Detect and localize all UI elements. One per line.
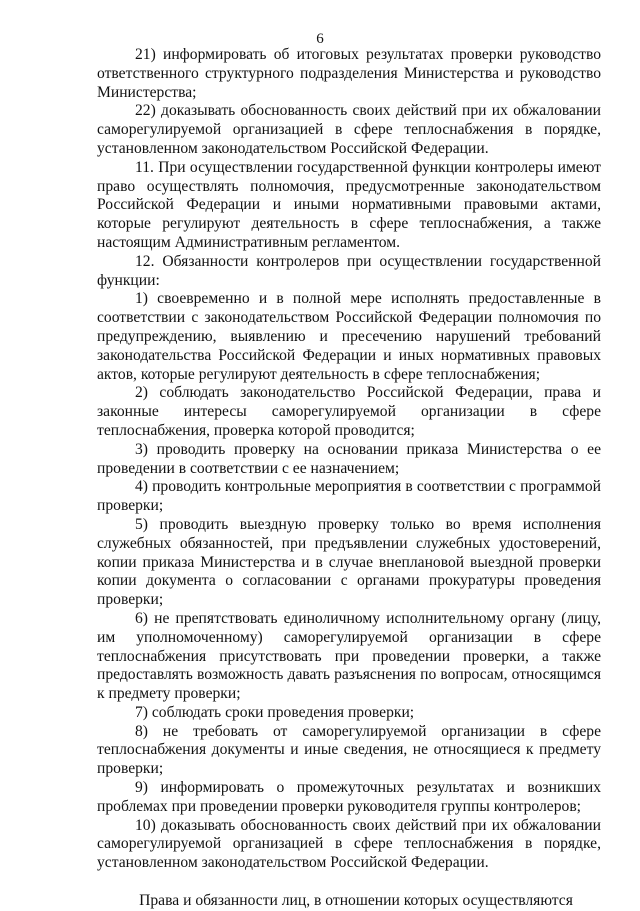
- paragraph-duty-10: 10) доказывать обоснованность своих действий при их обжаловании саморегулируемой организацией в сфере теплоснабжения в порядке, установленном законодательством Российской Федерации.: [97, 816, 601, 872]
- paragraph-duty-5: 5) проводить выездную проверку только во время исполнения служебных обязанностей, при предъявлении служебных удостоверений, копии приказа Министерства и в случае внеплановой выездной проверки копии документа о согласовании с органами прокуратуры проведения проверки;: [97, 515, 601, 609]
- paragraph-duty-2: 2) соблюдать законодательство Российской Федерации, права и законные интересы саморегулируемой организации в сфере теплоснабжения, проверка которой проводится;: [97, 384, 601, 439]
- paragraph-duty-1: 1) своевременно и в полной мере исполнять предоставленные в соответствии с законодательством Российской Федерации полномочия по предупреждению, выявлению и пресечению нарушений требований законодательства Российской Федерации и иных нормативных правовых актов, которые регулируют деятельность в сфере теплоснабжения;: [97, 290, 601, 383]
- paragraph-duty-7: 7) соблюдать сроки проведения проверки;: [135, 703, 415, 721]
- paragraph-duty-8: 8) не требовать от саморегулируемой организации в сфере теплоснабжения документы и иные сведения, не относящиеся к предмету проверки;: [97, 722, 601, 778]
- paragraph-duty-9: 9) информировать о промежуточных результатах и возникших проблемах при проведении проверки руководителя группы контролеров;: [97, 779, 601, 815]
- section-heading: Права и обязанности лиц, в отношении которых осуществляются: [139, 892, 573, 910]
- paragraph-duty-6: 6) не препятствовать единоличному исполнительному органу (лицу, им уполномоченному) саморегулируемой организации в сфере теплоснабжения присутствовать при проведении проверки, а также предоставлять возможность давать разъяснения по вопросам, относящимся к предмету проверки;: [97, 609, 601, 703]
- page-number: 6: [316, 31, 324, 47]
- section-spacer: [97, 873, 601, 892]
- paragraph-duty-3: 3) проводить проверку на основании приказа Министерства о ее проведении в соответствии с ее назначением;: [97, 440, 601, 477]
- document-body: [97, 46, 601, 911]
- paragraph-duty-4: 4) проводить контрольные мероприятия в соответствии с программой проверки;: [97, 478, 601, 515]
- paragraph-item-22: 22) доказывать обоснованность своих действий при их обжаловании саморегулируемой организацией в сфере теплоснабжения в порядке, установленном законодательством Российской Федерации.: [97, 102, 601, 157]
- paragraph-clause-12: 12. Обязанности контролеров при осуществлении государственной функции:: [97, 252, 601, 289]
- paragraph-item-21: 21) информировать об итоговых результатах проверки руководство ответственного структурного подразделения Министерства и руководство Министерства;: [97, 46, 601, 101]
- paragraph-clause-11: 11. При осуществлении государственной функции контролеры имеют право осуществлять полномочия, предусмотренные законодательством Российской Федерации и иными нормативными правовыми актами, которые регулируют деятельность в сфере теплоснабжения, а также настоящим Административным регламентом.: [97, 158, 601, 251]
